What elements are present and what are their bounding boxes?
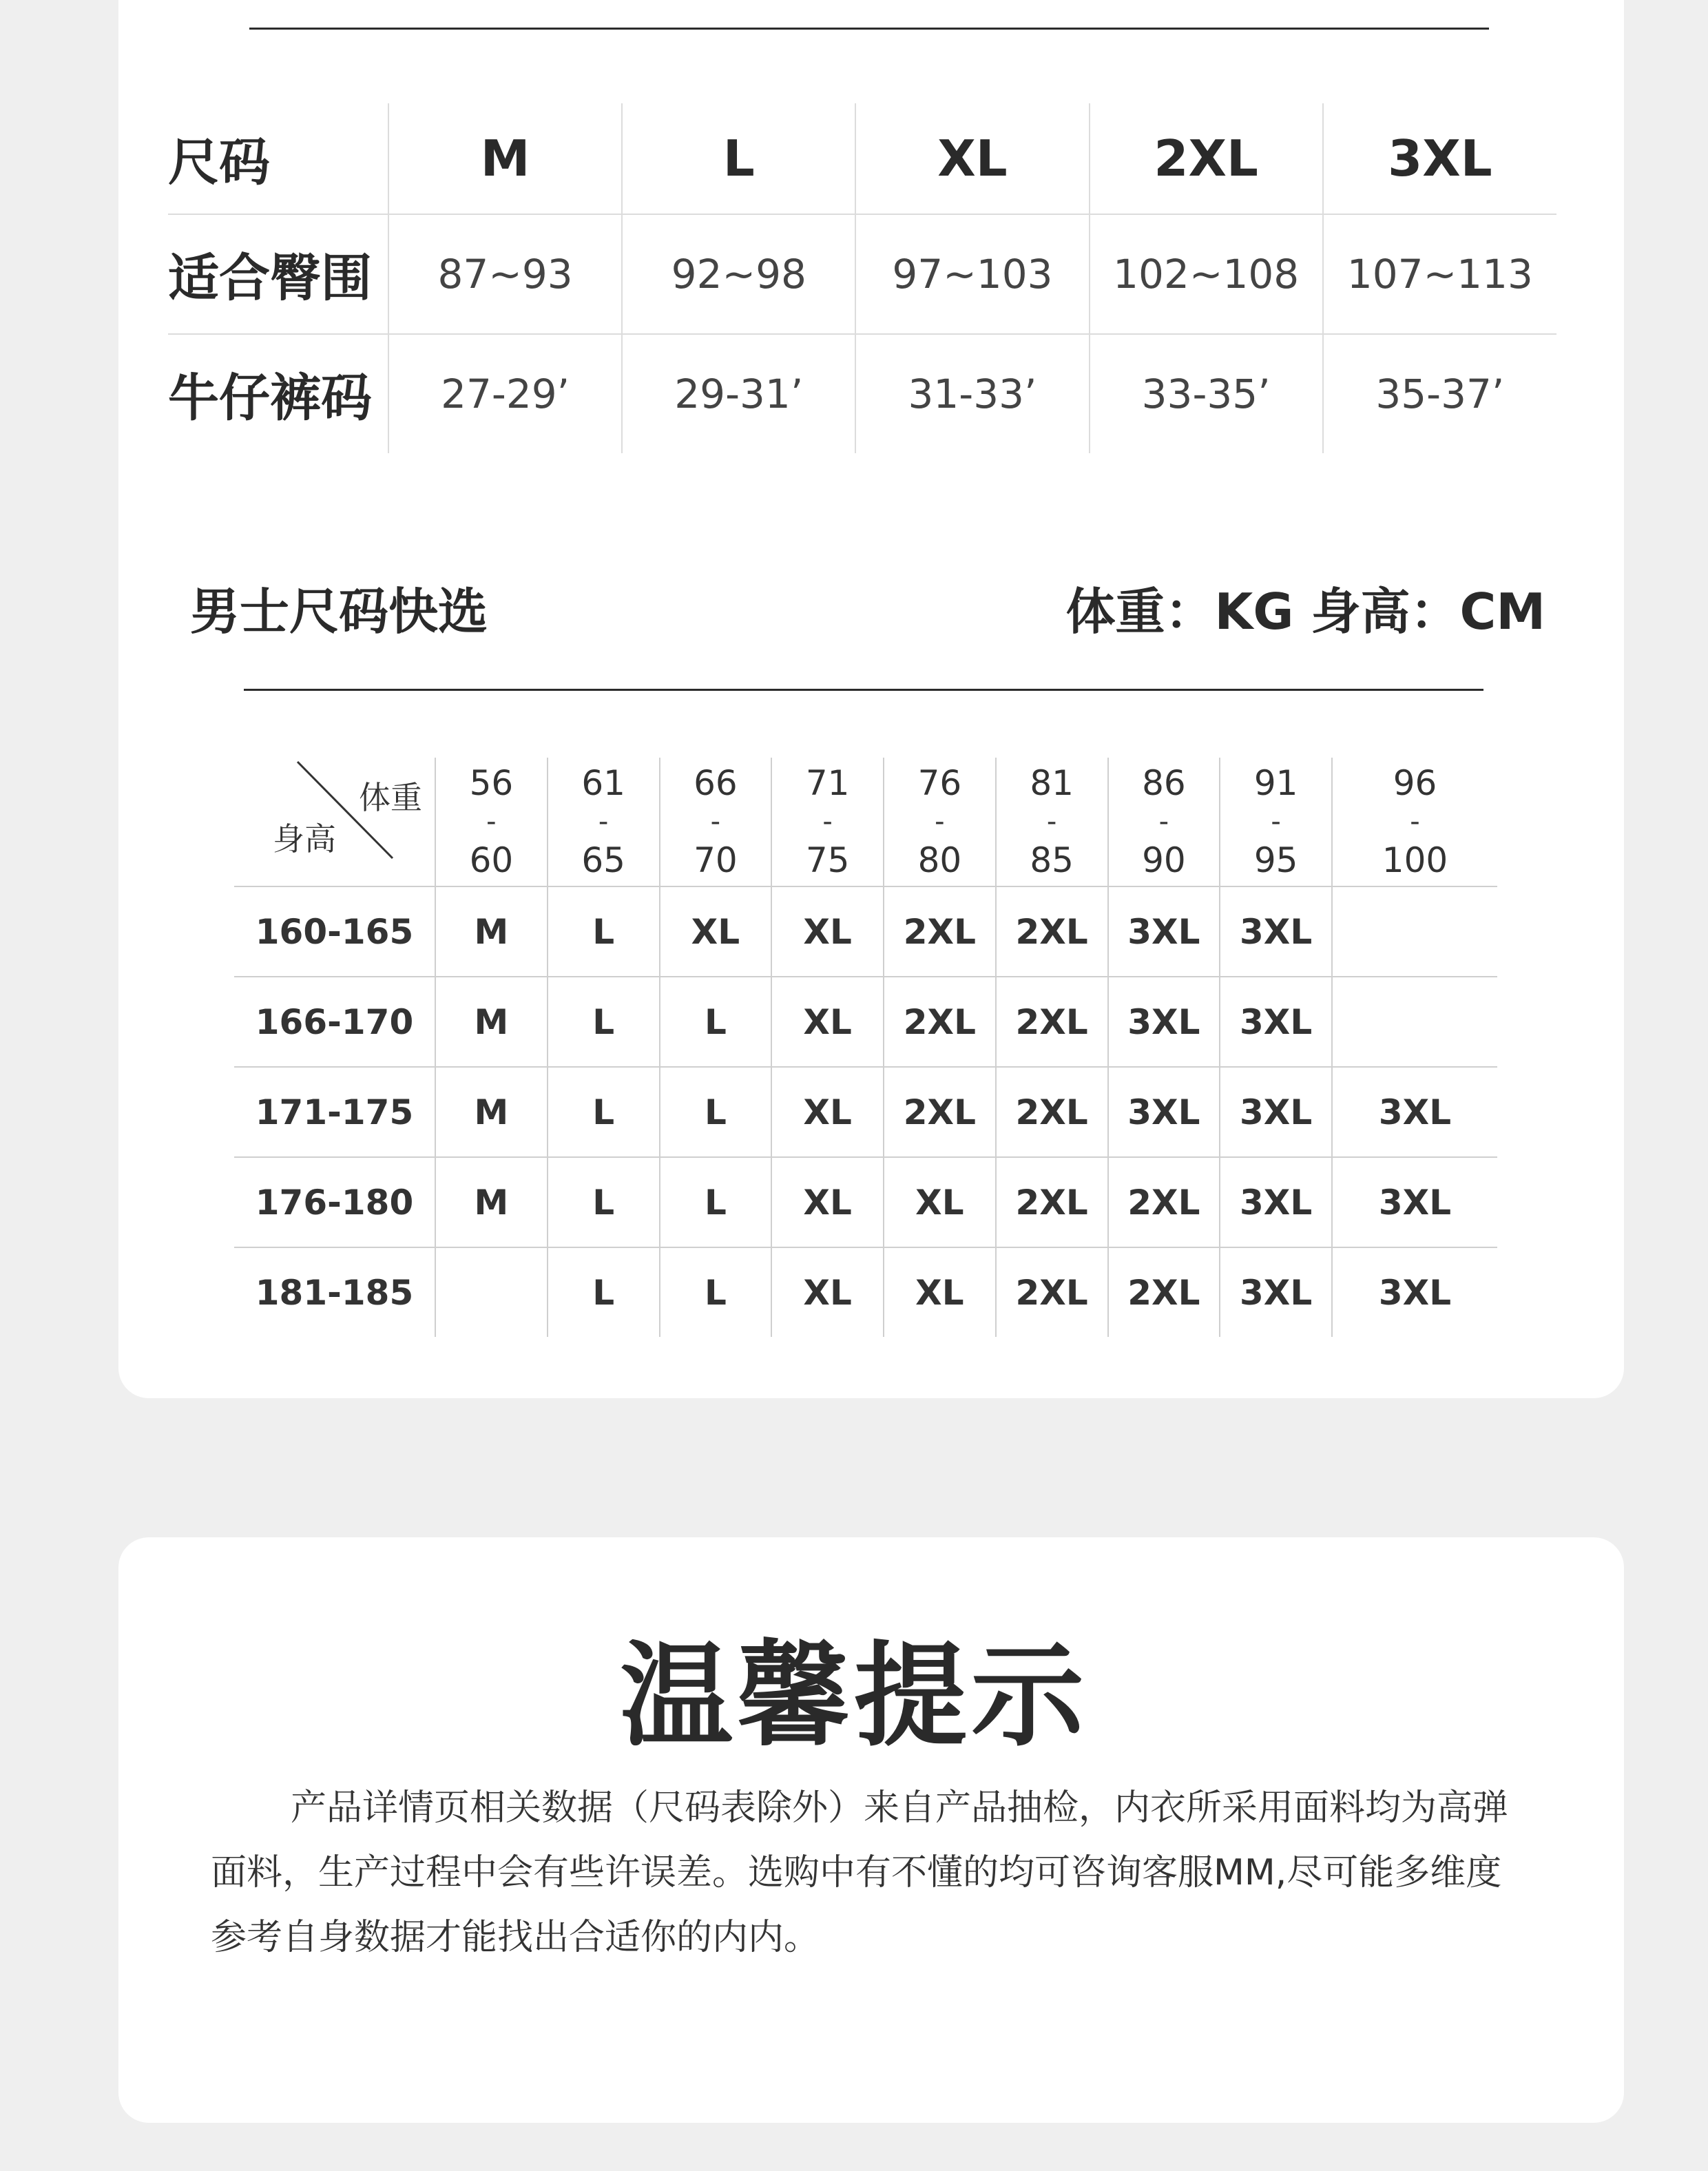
weight-dash: - [935, 806, 945, 838]
size-cell [435, 1247, 548, 1337]
tips-text: 产品详情页相关数据（尺码表除外）来自产品抽检，内衣所采用面料均为高弹面料，生产过程中会有些许误差。选购中有不懂的均可咨询客服MM,尽可能多维度参考自身数据才能找出合适你的内内。 [211, 1787, 1509, 1958]
size-cell [1332, 977, 1497, 1067]
weight-from: 76 [917, 763, 962, 803]
size-cell: 3XL [1332, 1067, 1497, 1157]
size-cell [1332, 886, 1497, 977]
weight-from: 56 [469, 763, 514, 803]
weight-dash: - [1410, 806, 1420, 838]
size-table-header-row [168, 103, 1556, 214]
size-cell: 2XL [996, 886, 1108, 977]
weight-dash: - [1046, 806, 1057, 838]
size-cell: 2XL [996, 1157, 1108, 1247]
size-cell: 87~93 [388, 214, 622, 334]
weight-to: 60 [469, 840, 514, 880]
weight-header [996, 758, 1108, 886]
size-header-cell: XL [855, 103, 1089, 214]
height-label: 171-175 [234, 1067, 435, 1157]
size-cell: L [660, 1247, 772, 1337]
size-table [168, 103, 1556, 453]
corner-cell [234, 758, 435, 886]
size-cell: 2XL [884, 886, 996, 977]
size-cell: 3XL [1220, 886, 1332, 977]
size-cell: 3XL [1220, 1157, 1332, 1247]
weight-dash: - [1271, 806, 1281, 838]
size-cell: 3XL [1332, 1247, 1497, 1337]
size-cell: XL [771, 1067, 884, 1157]
size-cell: 2XL [884, 977, 996, 1067]
size-cell: 92~98 [622, 214, 855, 334]
row-label: 适合臀围 [168, 214, 388, 334]
size-cell: M [435, 886, 548, 977]
weight-to: 70 [694, 840, 738, 880]
weight-header [771, 758, 884, 886]
size-cell: 3XL [1332, 1157, 1497, 1247]
size-cell: 2XL [1108, 1157, 1220, 1247]
size-cell: L [660, 977, 772, 1067]
weight-dash: - [486, 806, 497, 838]
size-header-cell: 3XL [1323, 103, 1556, 214]
quick-row [234, 1247, 1497, 1337]
size-cell: 2XL [884, 1067, 996, 1157]
weight-from: 96 [1393, 763, 1437, 803]
weight-dash: - [822, 806, 833, 838]
weight-header [548, 758, 660, 886]
size-cell: XL [771, 1247, 884, 1337]
size-cell: 31-33’ [855, 334, 1089, 453]
size-cell: 2XL [996, 977, 1108, 1067]
size-cell: L [548, 886, 660, 977]
size-cell: XL [771, 1157, 884, 1247]
tips-title: 温馨提示 [619, 1630, 1088, 1762]
weight-dash: - [598, 806, 609, 838]
size-cell: L [548, 1067, 660, 1157]
size-cell: M [435, 1067, 548, 1157]
quick-row [234, 886, 1497, 977]
quick-row [234, 1157, 1497, 1247]
weight-header [435, 758, 548, 886]
weight-header [660, 758, 772, 886]
size-cell: L [548, 977, 660, 1067]
size-cell: 35-37’ [1323, 334, 1556, 453]
size-table-row-jeans [168, 334, 1556, 453]
weight-from: 91 [1253, 763, 1298, 803]
size-cell: 3XL [1108, 977, 1220, 1067]
weight-header [884, 758, 996, 886]
height-label: 160-165 [234, 886, 435, 977]
row-label: 牛仔裤码 [168, 368, 372, 428]
quick-row [234, 1067, 1497, 1157]
size-cell: 3XL [1220, 1067, 1332, 1157]
corner-height-label: 身高 [273, 820, 336, 858]
size-cell: XL [660, 886, 772, 977]
size-header-cell: L [622, 103, 855, 214]
size-cell: 102~108 [1090, 214, 1323, 334]
size-cell: 29-31’ [622, 334, 855, 453]
quick-select-divider [244, 689, 1483, 691]
weight-to: 65 [581, 840, 625, 880]
size-cell: XL [884, 1247, 996, 1337]
size-header-cell: M [388, 103, 622, 214]
weight-header [1108, 758, 1220, 886]
weight-to: 85 [1030, 840, 1074, 880]
weight-to: 75 [805, 840, 850, 880]
quick-select-title: 男士尺码快选 [190, 583, 488, 641]
size-cell: M [435, 1157, 548, 1247]
size-cell: L [548, 1247, 660, 1337]
weight-from: 86 [1142, 763, 1186, 803]
weight-to: 80 [917, 840, 962, 880]
size-cell: 107~113 [1323, 214, 1556, 334]
weight-to: 100 [1382, 840, 1448, 880]
weight-from: 61 [581, 763, 625, 803]
size-table-row-hip [168, 214, 1556, 334]
quick-header-row [234, 758, 1497, 886]
size-cell: L [660, 1067, 772, 1157]
weight-dash: - [710, 806, 721, 838]
size-cell: 3XL [1108, 1067, 1220, 1157]
size-cell: L [548, 1157, 660, 1247]
quick-select-table [234, 758, 1497, 1337]
size-cell: 3XL [1220, 1247, 1332, 1337]
quick-row [234, 977, 1497, 1067]
size-cell: M [435, 977, 548, 1067]
size-cell: XL [771, 886, 884, 977]
size-cell: 2XL [996, 1067, 1108, 1157]
size-cell: XL [771, 977, 884, 1067]
weight-header [1220, 758, 1332, 886]
top-divider [249, 28, 1489, 30]
size-cell: 97~103 [855, 214, 1089, 334]
weight-header [1332, 758, 1497, 886]
weight-from: 71 [805, 763, 850, 803]
size-cell: 33-35’ [1090, 334, 1323, 453]
size-cell: 3XL [1108, 886, 1220, 977]
size-cell: 2XL [996, 1247, 1108, 1337]
weight-to: 95 [1253, 840, 1298, 880]
size-cell: XL [884, 1157, 996, 1247]
corner-weight-label: 体重 [359, 779, 422, 816]
size-cell: L [660, 1157, 772, 1247]
size-cell: 27-29’ [388, 334, 622, 453]
size-header-cell: 2XL [1090, 103, 1323, 214]
weight-to: 90 [1142, 840, 1186, 880]
size-cell: 3XL [1220, 977, 1332, 1067]
height-label: 176-180 [234, 1157, 435, 1247]
quick-select-units: 体重：KG 身高：CM [1065, 583, 1545, 641]
weight-dash: - [1158, 806, 1169, 838]
size-header-label: 尺码 [168, 103, 388, 214]
height-label: 166-170 [234, 977, 435, 1067]
weight-from: 66 [694, 763, 738, 803]
weight-from: 81 [1030, 763, 1074, 803]
size-cell: 2XL [1108, 1247, 1220, 1337]
height-label: 181-185 [234, 1247, 435, 1337]
